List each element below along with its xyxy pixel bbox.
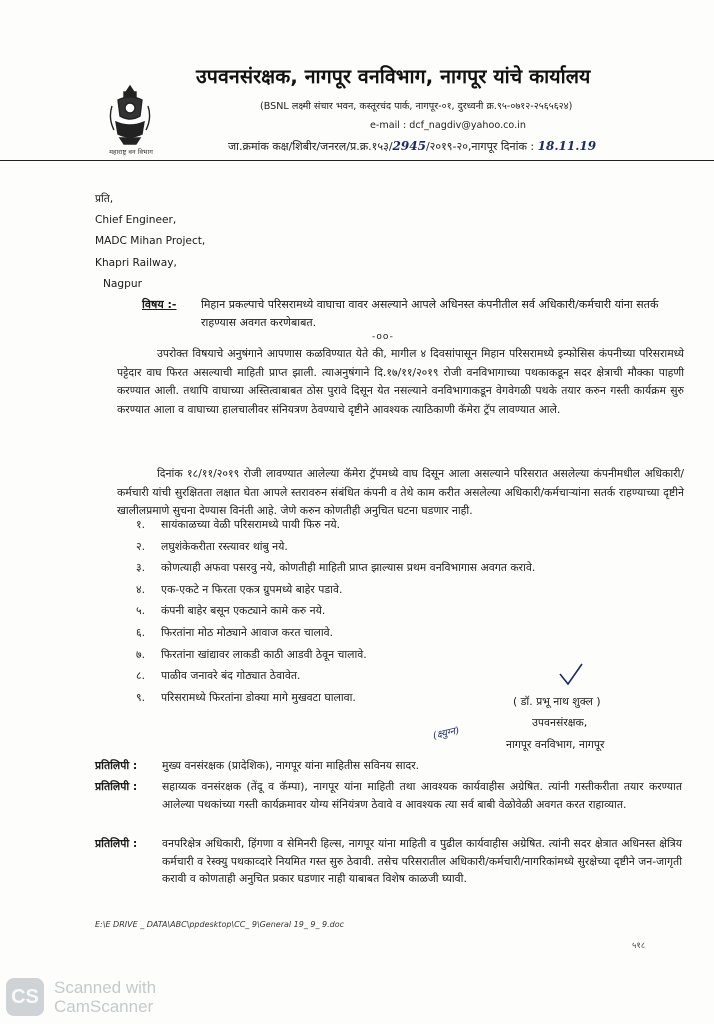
list-item-number: २.: [135, 539, 145, 553]
list-item-text: परिसरामध्ये फिरतांना डोक्या मागे मुखवटा घालावा.: [161, 690, 356, 704]
recipient-line: Chief Engineer,: [95, 214, 177, 227]
recipient-line: Khapri Railway,: [95, 256, 177, 269]
list-item-text: सायंकाळच्या वेळी परिसरामध्ये पायी फिरु नये.: [161, 518, 341, 531]
list-item-text: फिरतांना मोठ मोठ्याने आवाज करत चालावे.: [161, 625, 334, 639]
signatory-designation: उपवनसंरक्षक,: [532, 716, 588, 729]
list-item: [117, 536, 535, 558]
list-item: [117, 514, 535, 536]
list-item-number: ७.: [135, 647, 145, 661]
list-item-number: ५.: [135, 604, 145, 618]
copy-text: वनपरिक्षेत्र अधिकारी, हिंगणा व सेमिनरी हिल्स, नागपूर यांना माहिती व पुढील कार्यवाहीस अग्रेषित. त्यांनी सदर क्षेत्रात अधिनस्त क्षेत्रिय कर्मचारी व रेस्क्यु पथकाव्दारे नियमित गस्त सुरु ठेवावी. तसेच परिसरातील अधिकारी/कर्मचारी/नागरिकांमध्ये सुरक्षेच्या दृष्टीने जन-जागृती करावी व कोणताही अनुचित प्रकार घडणार नाही याबाबत विशेष काळजी घ्यावी.: [162, 837, 682, 886]
copy-text: मुख्य वनसंरक्षक (प्रादेशिक), नागपूर यांना माहितीस सविनय सादर.: [162, 759, 420, 772]
instructions-list: [117, 514, 535, 708]
recipient-line: Nagpur: [103, 277, 142, 290]
list-item: [117, 665, 535, 687]
list-item: [117, 687, 535, 709]
emblem-caption: महाराष्ट्र वन विभाग: [109, 148, 153, 156]
signatory-name: ( डॉ. प्रभू नाथ शुक्ल ): [513, 695, 601, 708]
letterhead-divider: [0, 160, 714, 161]
copy-label: प्रतिलिपी :: [95, 759, 138, 772]
camscanner-watermark: [54, 978, 156, 1016]
list-item-text: पाळीव जनावरे बंद गोठ्यात ठेवावेत.: [161, 669, 301, 683]
copy-label: प्रतिलिपी :: [95, 837, 138, 850]
subject-separator: -oo-: [372, 332, 394, 342]
recipient-address: [95, 189, 205, 295]
list-item-number: ८.: [135, 669, 145, 683]
office-address: (BSNL लक्ष्मी संचार भवन, कस्तूरचंद पार्क, नागपूर-०१, दुरध्वनी क्र.९५-०७१२-२५६५६२४): [260, 101, 573, 112]
list-item-number: ६.: [135, 625, 145, 639]
list-item: [117, 644, 535, 666]
signature-mark-icon: [556, 660, 586, 690]
watermark-line: Scanned with: [54, 978, 157, 997]
reference-date: 18.11.19: [537, 139, 597, 153]
copy-label: प्रतिलिपी :: [95, 780, 138, 793]
list-item-number: १.: [135, 518, 145, 531]
body-paragraph-2: दिनांक १८/११/२०१९ रोजी लावण्यात आलेल्या कॅमेरा ट्रॅपमध्ये वाघ दिसून आला असल्याने परिसरात असलेल्या कंपनीमधील अधिकारी/कर्मचारी यांची सुरक्षितता लक्षात घेता आपले स्तरावरुन संबंधित कंपनी व तेथे काम करीत असलेल्या अधिकारी/कर्मचाऱ्यांना सतर्क राहण्याच्या दृष्टीने खालीलप्रमाणे सुचना देण्यास विनंती आहे. जेणे करुन कोणतीही अनुचित घटना घडणार नाही.: [117, 467, 684, 517]
watermark-line: CamScanner: [54, 997, 154, 1016]
copy-text: सहाय्यक वनसंरक्षक (तेंदू व कॅम्पा), नागपूर यांना माहिती तथा आवश्यक कार्यवाहीस अग्रेषित. त्यांनी गस्तीकरीता तयार करण्यात आलेल्या पथकांच्या गस्ती कार्यक्रमावर योग्य संनियंत्रण ठेवावे व आवश्यक त्या सर्व बाबी वेळोवेळी अवगत करत राहाव्यात.: [162, 780, 682, 811]
list-item: [117, 600, 535, 622]
list-item: [117, 622, 535, 644]
office-email: e-mail : dcf_nagdiv@yahoo.co.in: [370, 120, 526, 131]
list-item-text: फिरतांना खांद्यावर लाकडी काठी आडवी ठेवून चालावे.: [161, 647, 367, 661]
page-number: ५१८: [632, 941, 646, 951]
body-paragraph-1: उपरोक्त विषयाचे अनुषंगाने आपणास कळविण्यात येते की, मागील ४ दिवसांपासून मिहान परिसरामध्ये इन्फोसिस कंपनीच्या परिसरामध्ये पट्टेदार वाघ फिरत असल्याची माहिती प्राप्त झाली. त्याअनुषंगाने दि.१७/११/२०१९ रोजी वनविभागाच्या पथकाकडून सदर क्षेत्राची मौक्का पाहणी करण्यात आली. तथापि वाघाच्या अस्तित्वाबाबत ठोस पुरावे दिसून येत नसल्याने वनविभागाकडून वेगवेगळी पथके तयार करुन गस्ती कार्यक्रम सुरु करण्यात आला व वाघाच्या हालचालीवर संनियत्रण ठेवण्याचे दृष्टीने आवश्यक त्याठिकाणी कॅमेरा ट्रॅप लावण्यात आले.: [117, 347, 684, 416]
subject-text: मिहान प्रकल्पाचे परिसरामध्ये वाघाचा वावर असल्याने आपले अधिनस्त कंपनीतील सर्व अधिकारी/कर्मचारी यांना सतर्क राहण्यास अवगत करणेबाबत.: [201, 298, 659, 329]
subject-label: विषय :-: [142, 298, 177, 311]
list-item-text: कंपनी बाहेर बसून एकट्याने कामे करु नये.: [161, 604, 326, 618]
reference-prefix: जा.क्रमांक कक्ष/शिबीर/जनरल/प्र.क्र.१५३/: [228, 140, 393, 153]
reference-number: 2945: [392, 139, 426, 153]
list-item-text: कोणत्याही अफवा पसरवु नये, कोणतीही माहिती प्राप्त झाल्यास प्रथम वनविभागास अवगत करावे.: [161, 561, 536, 575]
reference-suffix: /२०१९-२०,नागपूर दिनांक :: [425, 140, 535, 153]
recipient-line: MADC Mihan Project,: [95, 235, 206, 248]
list-item-number: ३.: [135, 561, 145, 575]
list-item-text: एक-एकटे न फिरता एकत्र ग्रुपमध्ये बाहेर पडावे.: [161, 582, 343, 596]
list-item: [117, 557, 535, 579]
signatory-office: नागपूर वनविभाग, नागपूर: [506, 738, 605, 751]
reference-line: [228, 139, 596, 154]
initials-stamp: (क्ष्युग्न): [432, 725, 461, 742]
list-item: [117, 579, 535, 601]
recipient-to: प्रति,: [95, 193, 114, 205]
office-title: उपवनसंरक्षक, नागपूर वनविभाग, नागपूर यांचे कार्यालय: [196, 65, 591, 88]
list-item-text: लघुशंकेकरीता रस्त्यावर थांबु नये.: [161, 539, 288, 553]
camscanner-logo-icon: CS: [6, 978, 44, 1016]
list-item-number: ४.: [135, 582, 145, 596]
file-path: E:\E DRIVE _ DATA\ABC\ppdesktop\CC_ 9\General 19_ 9_ 9.doc: [95, 920, 345, 929]
list-item-number: ९.: [135, 690, 145, 704]
